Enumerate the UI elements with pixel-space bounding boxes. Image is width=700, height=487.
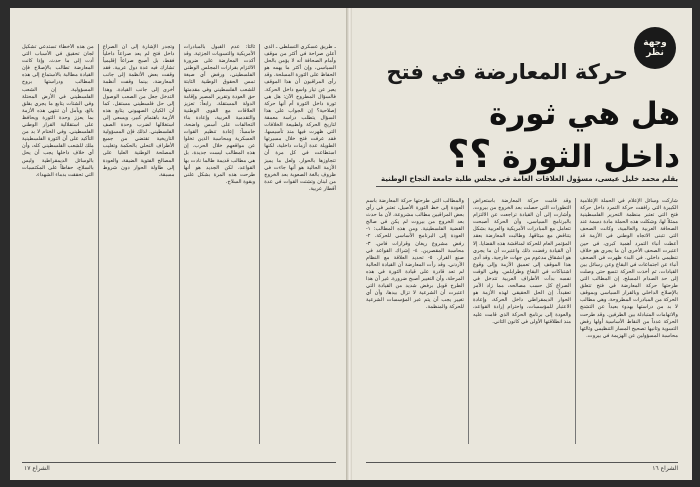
left-page [10, 8, 349, 480]
headline-question-marks: ؟؟ [447, 132, 492, 176]
left-column-3: وتجدر الإشارة إلى أن الصراع داخل فتح لم يعد صراعاً داخلياً فقط، بل أصبح صراعاً إقليمياً تشارك فيه عدة دول عربية. فقد وقفت بعض الأنظمة إلى جانب المعارضة، بينما وقفت أنظمة أخرى إلى جانب القيادة. وهذا التدخل جعل من الصعب الوصول إلى حل فلسطيني مستقل. كما أن الكيان الصهيوني يتابع هذه الأزمة باهتمام كبير، ويسعى إلى استغلالها لضرب وحدة الصف الفلسطيني. لذلك فإن المسؤولية التاريخية تقتضي من جميع الأطراف التحلي بالحكمة وتغليب المصلحة الوطنية العليا على المصالح الفئوية الضيقة، والعودة إلى طاولة الحوار دون شروط مسبقة. [102, 44, 175, 178]
page-folio-left: الشراع ١٧ [24, 465, 50, 472]
badge-line-2: نظر [646, 48, 664, 58]
right-column-3: والمطالب التي طرحتها حركة المعارضة باسم العودة إلى خط الثورة الأصيل، تعتبر في رأي بعض المراقبين مطالب مشروعة، لأن ما حدث بعد الخروج من بيروت لم يكن في صالح القضية الفلسطينية. ومن هذه المطالب: ١- العودة إلى البرنامج الأساسي للحركة. ٢- رفض مشروع ريغان وقرارات فاس. ٣- محاسبة المقصرين. ٤- إشراك القواعد في صنع القرار. ٥- تحديد العلاقة مع النظام الأردني. وقد رأت المعارضة أن القيادة الحالية لم تعد قادرة على قيادة الثورة في هذه المرحلة، وأن التغيير أصبح ضرورة. غير أن هذا الطرح قوبل برفض شديد من القيادة التي اعتبرت أن الشرعية لا تزال بيدها، وأن أي تغيير يجب أن يتم عبر المؤسسات الشرعية للحركة والمنظمة. [366, 198, 464, 311]
right-page-columns [366, 198, 678, 444]
article-headline [410, 96, 680, 176]
article-byline: بقلم محمد خليل عيسى، مسؤول العلاقات العامة في مجلس طلبة جامعة النجاح الوطنية [380, 175, 678, 183]
headline-text: هل هي ثورة داخل الثورة [489, 96, 680, 175]
left-column-2: ثالثاً: عدم القبول بالمبادرات الأمريكية والتسويات الجزئية. وقد أكدت المعارضة على ضرورة الالتزام بقرارات المجلس الوطني الفلسطيني، ورفض أي صيغة تمس الحقوق الوطنية الثابتة للشعب الفلسطيني وفي مقدمتها حق العودة وتقرير المصير وإقامة الدولة المستقلة. رابعاً: تعزيز العلاقات مع القوى الوطنية والتقدمية العربية، وإعادة بناء التحالفات على أسس واضحة. خامساً: إعادة تنظيم القوات العسكرية ومحاسبة الذين تخلوا عن مواقعهم خلال الحرب. إن هذه المطالب ليست جديدة، بل هي مطالب قديمة طالما نادت بها القواعد، لكن الجديد هو أنها طرحت هذه المرة بشكل علني وبقوة السلاح. [183, 44, 256, 185]
column-rule [468, 198, 469, 444]
badge-line-1: وجهة [643, 38, 667, 48]
column-rule [179, 44, 180, 444]
page-folio-right: الشراع ١٦ [652, 465, 678, 472]
column-rule [98, 44, 99, 444]
column-rule [259, 44, 260, 444]
right-page [352, 8, 692, 480]
right-column-1: شاركت وسائل الإعلام في الحملة الإعلامية الكبيرة التي رافقت حركة التمرد داخل حركة فتح التي تعتبر منظمة التحرير الفلسطينية ممثلاً لها، وشكلت هذه الحملة مادة دسمة عند الصحافة العربية والعالمية، وكانت الصحف التي تتبنى الاتجاه الوطني في الأزمة قد أعطت أنباء التمرد أهمية كبرى، في حين اعتبرت الصحف الأخرى أن ما يجري هو خلاف تنظيمي داخلي. في البدء ظهرت في الصحف أنباء عن اجتماعات في البقاع وعن رسائل بين القيادات، ثم أخذت الحركة تتسع حتى وصلت إلى حد الصدام المسلح. إن المطالب التي طرحتها حركة المعارضة في فتح تتعلق بالإصلاح الداخلي وبالقرار السياسي وبموقف الحركة من المبادرات المطروحة، وهي مطالب لا بد من دراستها بهدوء بعيداً عن التشنج والاتهامات المتبادلة بين الطرفين. وقد طرحت الحركة عدداً من النقاط الأساسية أولها رفض التسوية وثانيها تصحيح المسار التنظيمي وثالثها محاسبة المسؤولين عن الهزيمة في بيروت. [580, 198, 678, 339]
left-page-columns [22, 44, 336, 444]
left-column-1: ـ طريق عسكري التسلطي ـ الذي أعلن صراحة في أكثر من موقف وأمام الصحافة أنه لا يؤمن بالحل السياسي، وإن أكثر ما يهمه هو الحفاظ على الثورة المسلحة. وقد رأى المراقبون أن هذا الموقف يعبر عن تيار واسع داخل الحركة. فالسؤال المطروح الآن: هل هي ثورة داخل الثورة أم أنها حركة إصلاحية؟ إن الجواب على هذا السؤال يتطلب دراسة معمقة لتاريخ الحركة ولطبيعة الخلافات التي ظهرت فيها منذ تأسيسها. فقد عرفت فتح خلال مسيرتها الطويلة عدة أزمات داخلية، لكنها استطاعت في كل مرة أن تتجاوزها بالحوار. ولعل ما يميز الأزمة الحالية هو أنها جاءت في ظروف بالغة الصعوبة بعد الخروج من لبنان وتشتت القوات في عدة أقطار عربية. [264, 44, 336, 192]
article-kicker: حركة المعارضة في فتح [386, 60, 628, 84]
footer-rule [366, 462, 678, 463]
byline-rule [376, 186, 678, 187]
left-column-4: من هذه الأخطاء تستدعي تشكيل لجان تحقيق في الأسباب التي أدت إلى ما حدث. وإذا كانت المعارضة تطالب بالإصلاح فإن القيادة مطالبة بالاستماع إلى هذه المطالب ودراستها بروح المسؤولية. إن الشعب الفلسطيني في الأرض المحتلة وفي الشتات يتابع ما يجري بقلق بالغ، ويأمل أن تنتهي هذه الأزمة بما يعزز وحدة الثورة ويحافظ على استقلالية القرار الوطني الفلسطيني. وفي الختام لا بد من التأكيد على أن الثورة الفلسطينية ملك للشعب الفلسطيني كله، وأن أي خلاف داخلها يجب أن يحل بالوسائل الديمقراطية وليس بالسلاح، حفاظاً على المكتسبات التي تحققت بدماء الشهداء. [22, 44, 94, 178]
viewpoint-badge [634, 27, 676, 69]
footer-rule [22, 462, 336, 463]
column-rule [575, 198, 576, 444]
right-column-2: وقد قامت حركة المعارضة باستعراض التطورات التي حصلت بعد الخروج من بيروت، وأشارت إلى أن القيادة تراجعت عن الالتزام بالبرنامج السياسي، وأن الحركة أصبحت تتعامل مع المبادرات الأمريكية والعربية بشكل يتناقض مع ميثاقها. وطالبت المعارضة بعقد المؤتمر العام للحركة لمناقشة هذه القضايا. إلا أن القيادة رفضت ذلك واعتبرت أن ما يجري هو انشقاق مدعوم من جهات خارجية. وقد أدى هذا الموقف إلى تعميق الأزمة وإلى وقوع اشتباكات في البقاع وطرابلس. وفي الوقت نفسه بدأت الأطراف العربية تتدخل في الصراع كل حسب مصالحه، مما زاد الأمر تعقيداً. إن الحل الحقيقي لهذه الأزمة هو الحوار الديمقراطي داخل الحركة، وإعادة الاعتبار للمؤسسات، واحترام إرادة القواعد، والعودة إلى برنامج الحركة الذي قامت عليه منذ انطلاقتها الأولى في كانون الثاني. [473, 198, 571, 325]
